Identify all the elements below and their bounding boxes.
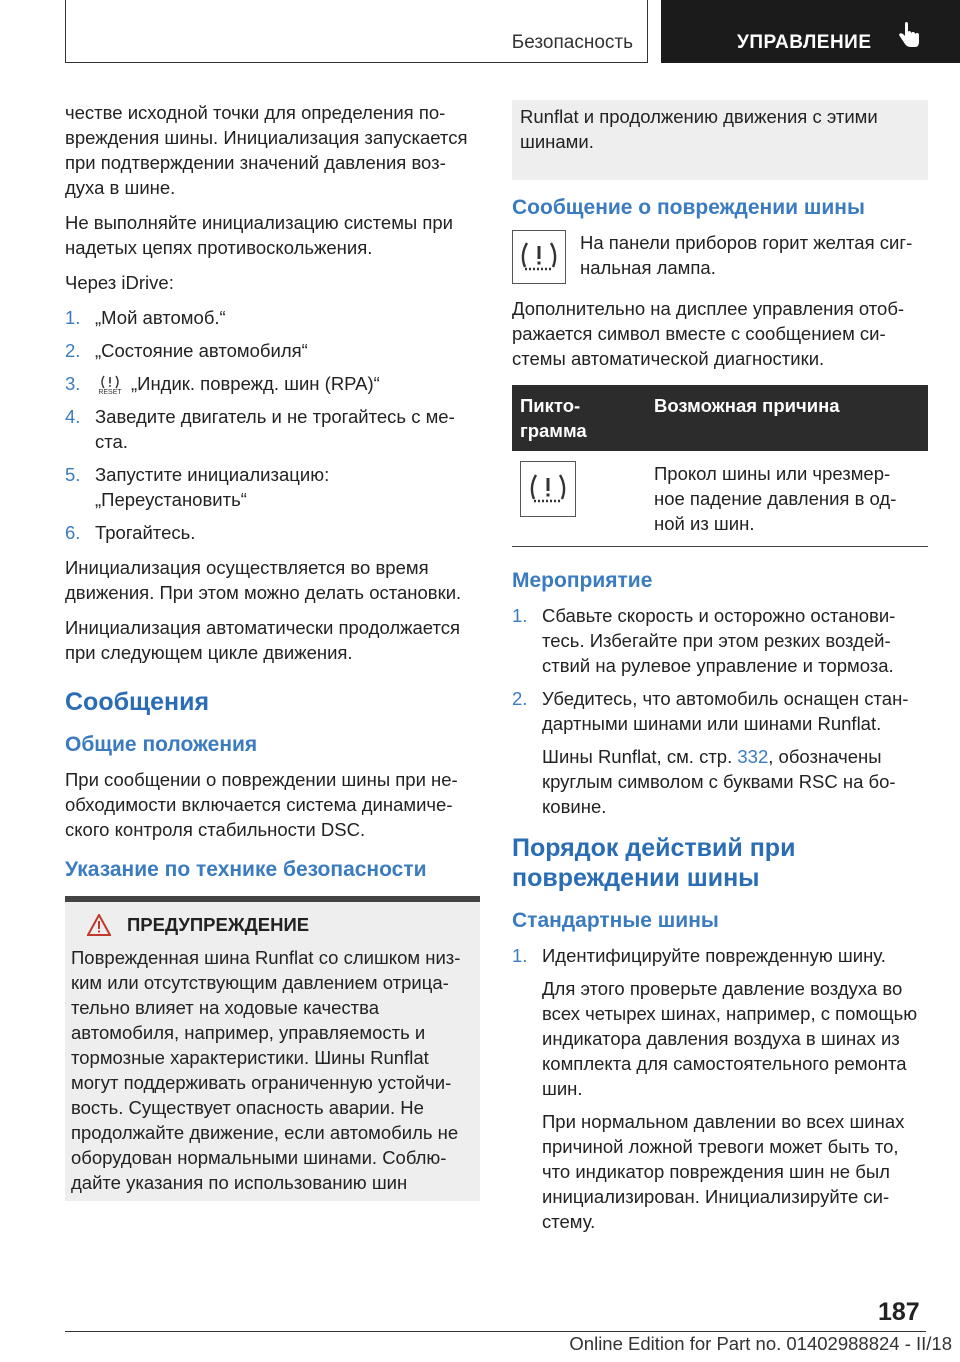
step-subparagraph: При нормальном давлении во всех шинах причиной ложной тревоги может быть то, что индикатор повреждения шин не был инициализирован. Инициализируйте си-стему.: [542, 1111, 905, 1232]
step-text: Заведите двигатель и не трогайтесь с ме-ста.: [95, 406, 455, 452]
list-item: [65, 520, 480, 545]
step-number: 3.: [65, 373, 81, 394]
footer-edition: Online Edition for Part no. 01402988824 - II/18: [569, 1333, 952, 1354]
page-link-332[interactable]: 332: [737, 746, 769, 767]
lamp-row: [512, 230, 928, 284]
left-column: [65, 100, 480, 1201]
measures-list: [512, 603, 928, 819]
list-item: [512, 943, 928, 1234]
intro-paragraph: Не выполняйте инициализацию системы при надетых цепях противоскольжения.: [65, 212, 454, 258]
step-number: 2.: [512, 688, 528, 709]
table-header-pictogram: Пикто-грамма: [512, 385, 646, 451]
right-column: [512, 100, 928, 1244]
heading-damage-message: Сообщение о повреждении шины: [512, 196, 865, 219]
step-text: Идентифицируйте поврежденную шину.: [542, 945, 886, 966]
hand-pointer-icon: [896, 22, 922, 50]
step-text: Сбавьте скорость и осторожно останови-тесь. Избегайте при этом резких воздей-ствий на рулевое управление и тормоза.: [542, 605, 896, 676]
warning-title: ПРЕДУПРЕЖДЕНИЕ: [127, 914, 310, 935]
runflat-note: Шины Runflat, см. стр. 332, обозначены круглым символом с буквами RSC на бо-ковине.: [542, 746, 896, 817]
tire-warning-symbol-icon: [520, 461, 576, 517]
heading-standard-tires: Стандартные шины: [512, 909, 719, 932]
lamp-text: На панели приборов горит желтая сиг-нальная лампа.: [580, 232, 913, 278]
step-number: 1.: [512, 605, 528, 626]
list-item: [512, 603, 928, 678]
warning-box: [65, 896, 480, 1201]
reset-label: RESET: [98, 388, 122, 396]
list-item: [65, 338, 480, 363]
step-number: 4.: [65, 406, 81, 427]
step-text: „Мой автомоб.“: [95, 307, 226, 328]
idrive-steps-list: [65, 305, 480, 545]
heading-safety: Указание по технике безопасности: [65, 858, 427, 881]
table-cell-pictogram: [512, 451, 646, 547]
step-number: 1.: [512, 945, 528, 966]
step-number: 1.: [65, 307, 81, 328]
table-cell-cause: Прокол шины или чрезмер-ное падение давления в од-ной из шин.: [646, 451, 928, 547]
body-paragraph: Инициализация автоматически продолжается при следующем цикле движения.: [65, 617, 461, 663]
warning-header: [71, 912, 474, 937]
list-item: [65, 371, 480, 396]
heading-measure: Мероприятие: [512, 569, 653, 592]
header-chapter-box: [661, 0, 960, 63]
heading-general: Общие положения: [65, 733, 258, 756]
header-chapter-title: УПРАВЛЕНИЕ: [737, 32, 872, 53]
page-number: 187: [878, 1298, 920, 1326]
heading-messages: Сообщения: [65, 688, 210, 716]
step-number: 5.: [65, 464, 81, 485]
warning-triangle-icon: [87, 914, 111, 936]
general-paragraph: При сообщении о повреждении шины при не-обходимости включается система динамиче-ского контроля стабильности DSC.: [65, 769, 458, 840]
list-item: [65, 404, 480, 454]
heading-procedure: Порядок действий при повреждении шины: [512, 834, 796, 892]
display-paragraph: Дополнительно на дисплее управления отоб-ражается символ вместе с сообщением си-стемы автоматической диагностики.: [512, 298, 905, 369]
tire-warning-lamp-icon: [512, 230, 566, 284]
table-row: [512, 451, 928, 547]
standard-tires-list: [512, 943, 928, 1234]
warning-continuation-box: [512, 100, 928, 180]
step-text: „Состояние автомобиля“: [95, 340, 308, 361]
intro-paragraph: Через iDrive:: [65, 272, 174, 293]
list-item: [65, 305, 480, 330]
table-header-cause: Возможная причина: [646, 385, 928, 451]
warning-continuation-text: Runflat и продолжению движения с этими шинами.: [520, 106, 878, 152]
list-item: [512, 686, 928, 819]
step-number: 2.: [65, 340, 81, 361]
symbol-table: [512, 385, 928, 547]
warning-text: Поврежденная шина Runflat со слишком низ-ким или отсутствующим давлением отрица-тельно влияет на ходовые качества автомобиля, например, управляемость и тормозные характеристики. Шины Runflat могут поддерживать ограниченную устойчи-вость. Существует опасность аварии. Не продолжайте движение, если автомобиль не оборудован нормальными шинами. Соблю-дайте указания по использованию шин: [71, 947, 461, 1193]
tire-reset-icon: [95, 375, 125, 396]
step-text: Запустите инициализацию: „Переустановить“: [95, 464, 330, 510]
header-section-box: [65, 0, 648, 63]
step-text: Трогайтесь.: [95, 522, 196, 543]
list-item: [65, 462, 480, 512]
intro-paragraph: честве исходной точки для определения по-вреждения шины. Инициализация запускается при подтверждении значений давления воз-духа в шине.: [65, 102, 468, 198]
step-number: 6.: [65, 522, 81, 543]
step-text: „Индик. поврежд. шин (RPA)“: [131, 373, 380, 394]
header-section-title: Безопасность: [511, 32, 633, 53]
step-subparagraph: Для этого проверьте давление воздуха во всех четырех шинах, например, с помощью индикатора давления воздуха в шинах из комплекта для самостоятельного ремонта шин.: [542, 978, 918, 1099]
body-paragraph: Инициализация осуществляется во время движения. При этом можно делать остановки.: [65, 557, 462, 603]
step-text: Убедитесь, что автомобиль оснащен стан-дартными шинами или шинами Runflat.: [542, 688, 909, 734]
